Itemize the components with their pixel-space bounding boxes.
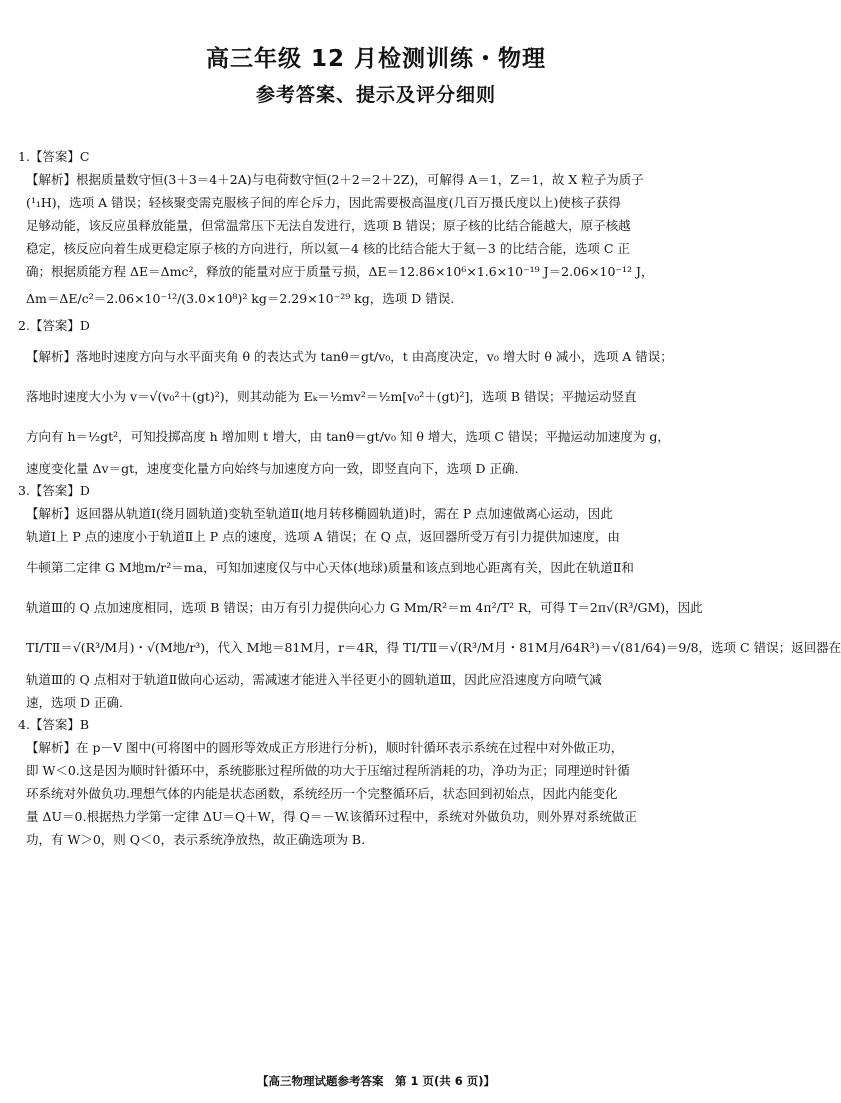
analysis-line: (¹₁H)，选项 A 错误；轻核聚变需克服核子间的库仑斥力，因此需要极高温度(几百万摄氏度以上)使核子获得 (26, 195, 621, 210)
analysis-line: 稳定，核反应向着生成更稳定原子核的方向进行，所以氦－4 核的比结合能大于氦－3 的比结合能，选项 C 正 (26, 241, 630, 256)
analysis-line: Δm＝ΔE/c²＝2.06×10⁻¹²/(3.0×10⁸)² kg＝2.29×10⁻²⁹ kg，选项 D 错误. (26, 291, 455, 306)
page-subtitle: 参考答案、提示及评分细则 (255, 84, 496, 106)
analysis-line: 足够动能，该反应虽释放能量，但常温常压下无法自发进行，选项 B 错误；原子核的比结合能越大，原子核越 (26, 218, 631, 233)
analysis-line: 【解析】返回器从轨道Ⅰ(绕月圆轨道)变轨至轨道Ⅱ(地月转移椭圆轨道)时，需在 P 点加速做离心运动，因此 (26, 506, 613, 521)
question-3-answer: 3.【答案】D (18, 483, 90, 498)
analysis-line: 【解析】落地时速度方向与水平面夹角 θ 的表达式为 tanθ＝gt/v₀，t 由高度决定，v₀ 增大时 θ 减小，选项 A 错误； (26, 349, 673, 364)
question-4-answer: 4.【答案】B (18, 717, 90, 732)
question-1 (18, 146, 738, 315)
question-2-analysis (18, 337, 738, 480)
analysis-line: 牛顿第二定律 G M地m/r²＝ma，可知加速度仅与中心天体(地球)质量和该点到地心距离有关，因此在轨道Ⅱ和 (26, 560, 634, 575)
question-1-analysis (18, 168, 738, 315)
page-footer: 【高三物理试题参考答案 第 1 页(共 6 页)】 (256, 1074, 496, 1088)
question-2 (18, 315, 738, 480)
analysis-line: 环系统对外做负功.理想气体的内能是状态函数，系统经历一个完整循环后，状态回到初始点，因此内能变化 (26, 786, 618, 801)
question-2-answer: 2.【答案】D (18, 318, 90, 333)
analysis-line: 功，有 W＞0，则 Q＜0，表示系统净放热，故正确选项为 B. (26, 832, 366, 847)
analysis-line: 【解析】根据质量数守恒(3＋3＝4＋2A)与电荷数守恒(2＋2＝2＋2Z)，可解得 A＝1，Z＝1，故 X 粒子为质子 (26, 172, 644, 187)
analysis-line: 轨道Ⅰ上 P 点的速度小于轨道Ⅱ上 P 点的速度，选项 A 错误；在 Q 点，返回器所受万有引力提供加速度，由 (26, 529, 620, 544)
analysis-line: 确；根据质能方程 ΔE＝Δmc²，释放的能量对应于质量亏损，ΔE＝12.86×10⁶×1.6×10⁻¹⁹ J＝2.06×10⁻¹² J， (26, 264, 654, 279)
analysis-line: 轨道Ⅲ的 Q 点相对于轨道Ⅱ做向心运动，需减速才能进入半径更小的圆轨道Ⅲ，因此应沿速度方向喷气减 (26, 672, 602, 687)
answer-content (18, 146, 841, 851)
analysis-line: 即 W＜0.这是因为顺时针循环中，系统膨胀过程所做的功大于压缩过程所消耗的功，净功为正；同理逆时针循 (26, 763, 630, 778)
analysis-line: 速，选项 D 正确. (26, 695, 123, 710)
analysis-line: 落地时速度大小为 v＝√(v₀²＋(gt)²)，则其动能为 Eₖ＝½mv²＝½m[v₀²＋(gt)²]，选项 B 错误；平抛运动竖直 (26, 389, 637, 404)
question-1-answer: 1.【答案】C (18, 149, 90, 164)
question-3 (18, 480, 841, 714)
page-title: 高三年级 12 月检测训练・物理 (205, 46, 547, 72)
question-4 (18, 714, 738, 851)
analysis-line: 速度变化量 Δv＝gt，速度变化量方向始终与加速度方向一致，即竖直向下，选项 D 正确. (26, 461, 519, 476)
question-3-analysis (18, 502, 841, 714)
analysis-line: 轨道Ⅲ的 Q 点加速度相同，选项 B 错误；由万有引力提供向心力 G Mm/R²＝m 4π²/T² R，可得 T＝2π√(R³/GM)，因此 (26, 600, 703, 615)
analysis-line: 【解析】在 p－V 图中(可将图中的圆形等效成正方形进行分析)，顺时针循环表示系统在过程中对外做正功， (26, 740, 624, 755)
analysis-line: TⅠ/TⅡ＝√(R³/M月)・√(M地/r³)，代入 M地＝81M月，r＝4R，得 TⅠ/TⅡ＝√(R³/M月・81M月/64R³)＝√(81/64)＝9/8，选项 C 错误；返回器在 (26, 640, 841, 655)
analysis-line: 量 ΔU＝0.根据热力学第一定律 ΔU＝Q＋W，得 Q＝－W.该循环过程中，系统对外做负功，则外界对系统做正 (26, 809, 637, 824)
question-4-analysis (18, 736, 738, 851)
analysis-line: 方向有 h＝½gt²，可知投掷高度 h 增加则 t 增大，由 tanθ＝gt/v₀ 知 θ 增大，选项 C 错误；平抛运动加速度为 g， (26, 429, 670, 444)
